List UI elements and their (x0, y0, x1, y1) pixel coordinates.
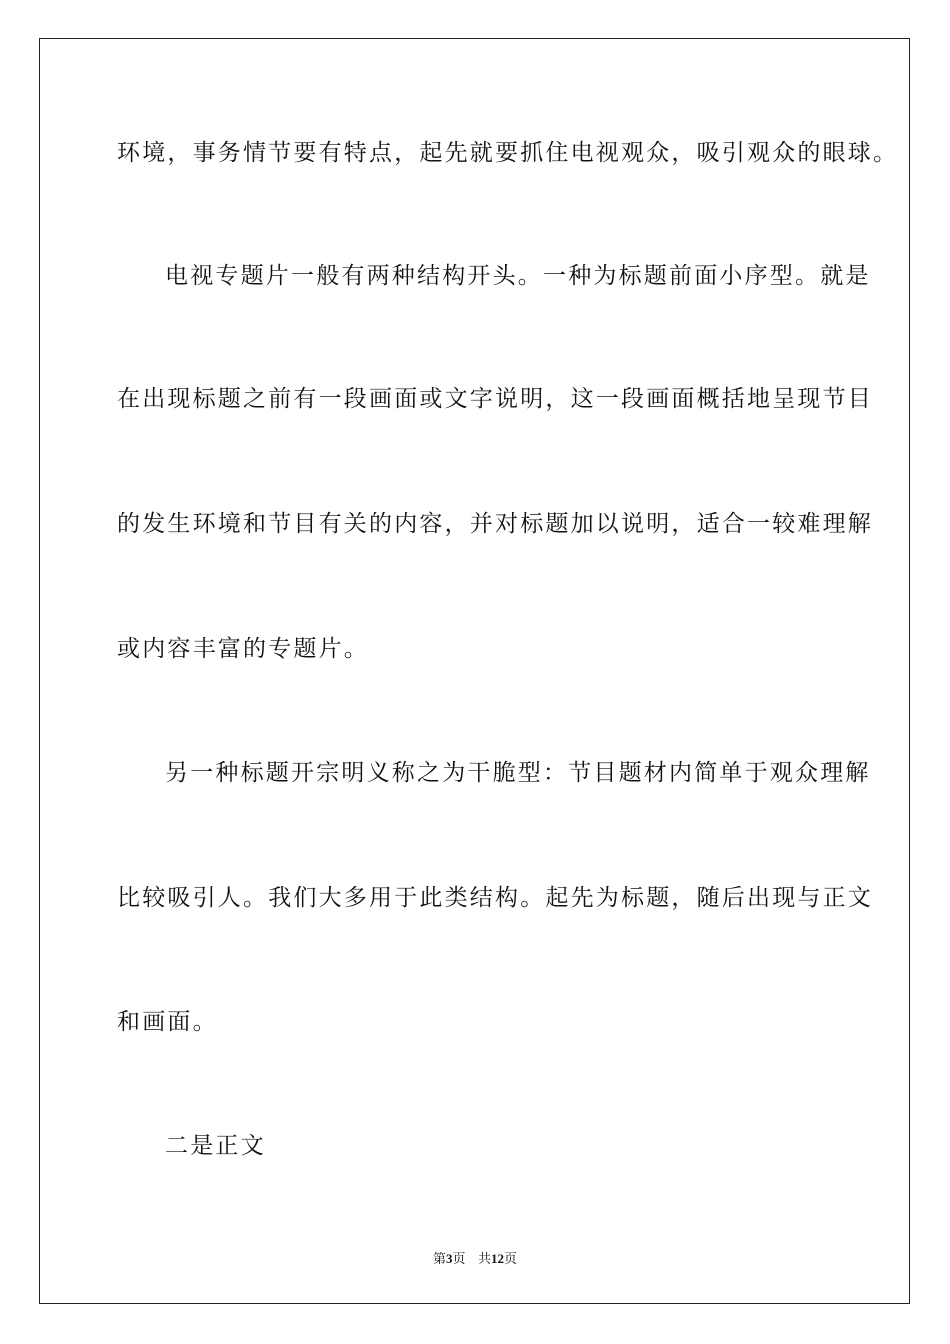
body-text-line: 电视专题片一般有两种结构开头。一种为标题前面小序型。就是 (165, 263, 871, 289)
footer-total-pages: 12 (490, 1251, 504, 1266)
section-heading: 二是正文 (165, 1133, 266, 1159)
body-text-line: 的发生环境和节目有关的内容，并对标题加以说明，适合一较难理解 (117, 511, 873, 537)
footer-page-suffix: 页 (452, 1252, 466, 1267)
body-text-line: 比较吸引人。我们大多用于此类结构。起先为标题，随后出现与正文 (117, 885, 873, 911)
page-frame (39, 38, 910, 1304)
footer-page-number: 3 (446, 1251, 453, 1266)
footer-total-suffix: 页 (503, 1252, 517, 1267)
body-text-line: 另一种标题开宗明义称之为干脆型：节目题材内简单于观众理解 (165, 760, 871, 786)
body-text-line: 和画面。 (117, 1009, 218, 1035)
body-text-line: 在出现标题之前有一段画面或文字说明，这一段画面概括地呈现节目 (117, 386, 873, 412)
footer-total-prefix: 共 (477, 1252, 491, 1267)
body-text-line: 或内容丰富的专题片。 (117, 636, 369, 662)
page-footer (0, 1248, 950, 1267)
footer-page-prefix: 第 (433, 1252, 447, 1267)
body-text-line: 环境，事务情节要有特点，起先就要抓住电视观众，吸引观众的眼球。 (117, 140, 899, 166)
